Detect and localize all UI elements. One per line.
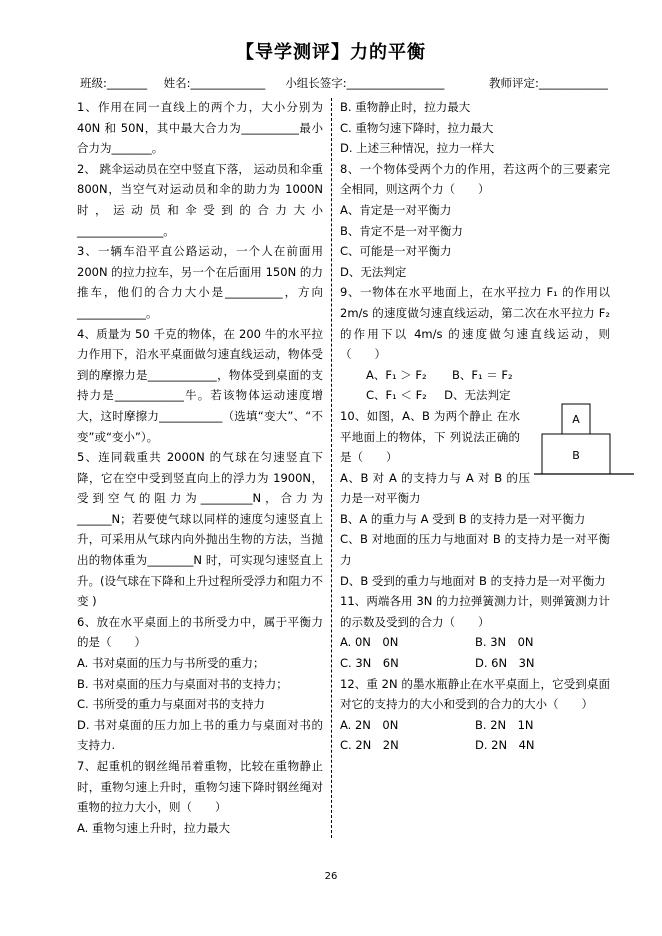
- q10-option-b: B、A 的重力与 A 受到 B 的支持力是一对平衡力: [340, 511, 586, 526]
- q8-option-d: D、无法判定: [340, 264, 407, 279]
- question-7: 7、起重机的钢丝绳吊着重物，比较在重物静止时，重物匀速上升时，重物匀速下降时钢丝绳对重物的拉力大小，则（ ）: [77, 759, 323, 815]
- question-10: 10、如图，A、B 为两个静止 在水平地面上的物体，下 列说法正确的是（ ）: [340, 408, 520, 465]
- question-11: 11、两端各用 3N 的力拉弹簧测力计，则弹簧测力计的示数及受到的合力（ ）: [340, 594, 610, 629]
- question-4: 4、质量为 50 千克的物体，在 200 牛的水平拉力作用下，沿水平桌面做匀速直线运动，物体受到的摩擦力是____________，物体受到桌面的支持力是____________牛。若该物体运动速度增大，这时摩擦力___________（选填“变大”、“不变”或“变小”）。: [77, 326, 323, 444]
- q11-option-b: B. 3N 0N: [475, 635, 534, 650]
- q12-option-d: D. 2N 4N: [475, 738, 535, 753]
- q11-options-row-1: [340, 632, 610, 653]
- q11-option-a: A. 0N 0N: [340, 635, 399, 650]
- question-1: 1、作用在同一直线上的两个力，大小分别为 40N 和 50N，其中最大合力为__________最小合力为_______。: [77, 100, 323, 156]
- q9-options-row-1: [340, 365, 610, 386]
- q10-option-c: C、B 对地面的压力与地面对 B 的支持力是一对平衡力: [340, 532, 610, 568]
- column-divider: [331, 98, 332, 838]
- q9-option-b: B、F₁ ＝ F₂: [451, 367, 513, 382]
- student-info-line: [80, 75, 640, 91]
- q10-option-a: A、B 对 A 的支持力与 A 对 B 的压力是一对平衡力: [340, 470, 530, 506]
- q6-option-d: D. 书对桌面的压力加上书的重力与桌面对书的支持力.: [77, 717, 323, 753]
- class-field: 班级:_______: [80, 76, 148, 90]
- q6-option-a: A. 书对桌面的压力与书所受的重力；: [77, 656, 265, 671]
- page-title: 【导学测评】力的平衡: [236, 42, 426, 63]
- q12-options-row-2: [340, 735, 610, 756]
- q7-option-a: A. 重物匀速上升时，拉力最大: [77, 820, 230, 835]
- q10-option-d: D、B 受到的重力与地面对 B 的支持力是一对平衡力: [340, 573, 606, 588]
- q11-option-c: C. 3N 6N: [340, 656, 399, 671]
- q7-option-d: D. 上述三种情况，拉力一样大: [340, 141, 495, 156]
- stacked-blocks-figure: [534, 400, 644, 480]
- q8-option-c: C、可能是一对平衡力: [340, 244, 452, 259]
- question-6: 6、放在水平桌面上的书所受力中，属于平衡力的是（ ）: [77, 614, 323, 650]
- question-12: 12、重 2N 的墨水瓶静止在水平桌面上，它受到桌面对它的支持力的大小和受到的合力的大小（ ）: [340, 676, 610, 712]
- question-8: 8、一个物体受两个力的作用，若这两个的三要素完全相同，则这两个力（ ）: [340, 161, 610, 197]
- q12-option-c: C. 2N 2N: [340, 738, 399, 753]
- q12-option-a: A. 2N 0N: [340, 717, 399, 732]
- block-b-label: B: [572, 449, 580, 462]
- q9-option-a: A、F₁ ＞ F₂: [366, 367, 427, 382]
- q11-options-row-2: [340, 653, 610, 674]
- page-number: 26: [324, 871, 338, 882]
- block-a-label: A: [572, 413, 580, 426]
- q12-options-row-1: [340, 715, 610, 736]
- question-3: 3、一辆车沿平直公路运动，一个人在前面用 200N 的拉力拉车，另一个在后面用 150N 的力推车，他们的合力大小是__________，方向____________。: [77, 244, 323, 320]
- q8-option-a: A、肯定是一对平衡力: [340, 202, 452, 217]
- teacher-rating-field: 教师评定:____________: [488, 76, 608, 90]
- q9-option-c: C、F₁ ＜ F₂: [366, 388, 427, 403]
- leader-signature-field: 小组长签字:_________________: [285, 76, 445, 90]
- q6-option-c: C. 书所受的重力与桌面对书的支持力: [77, 697, 265, 712]
- q7-option-c: C. 重物匀速下降时，拉力最大: [340, 120, 494, 135]
- q7-option-b: B. 重物静止时，拉力最大: [340, 100, 471, 114]
- q11-option-d: D. 6N 3N: [475, 656, 535, 671]
- q9-option-d: D、无法判定: [444, 388, 511, 403]
- question-9: 9、一物体在水平地面上，在水平拉力 F₁ 的作用以 2m/s 的速度做匀速直线运动，第二次在水平拉力 F₂ 的作用下以 4m/s 的速度做匀速直线运动，则（ ）: [340, 285, 610, 362]
- question-5: 5、连同载重共 2000N 的气球在匀速竖直下降，它在空中受到竖直向上的浮力为 1900N，受到空气的阻力为_________N，合力为______N；若要使气球以同样的速度匀速竖直上升，可采用从气球内向外抛出生物的方法，当抛出的物体重为________N 时，可实现匀速竖直上升。(设气球在下降和上升过程所受浮力和阻力不变 ): [77, 450, 323, 609]
- name-field: 姓名:_____________: [163, 76, 266, 90]
- left-column: [77, 97, 323, 838]
- question-2: 2、 跳伞运动员在空中竖直下落， 运动员和伞重 800N，当空气对运动员和伞的助力为 1000N 时，运动员和伞受到的合力大小_______________。: [77, 161, 323, 238]
- q12-option-b: B. 2N 1N: [475, 717, 534, 732]
- q6-option-b: B. 书对桌面的压力与桌面对书的支持力；: [77, 676, 288, 691]
- q8-option-b: B、肯定不是一对平衡力: [340, 223, 463, 238]
